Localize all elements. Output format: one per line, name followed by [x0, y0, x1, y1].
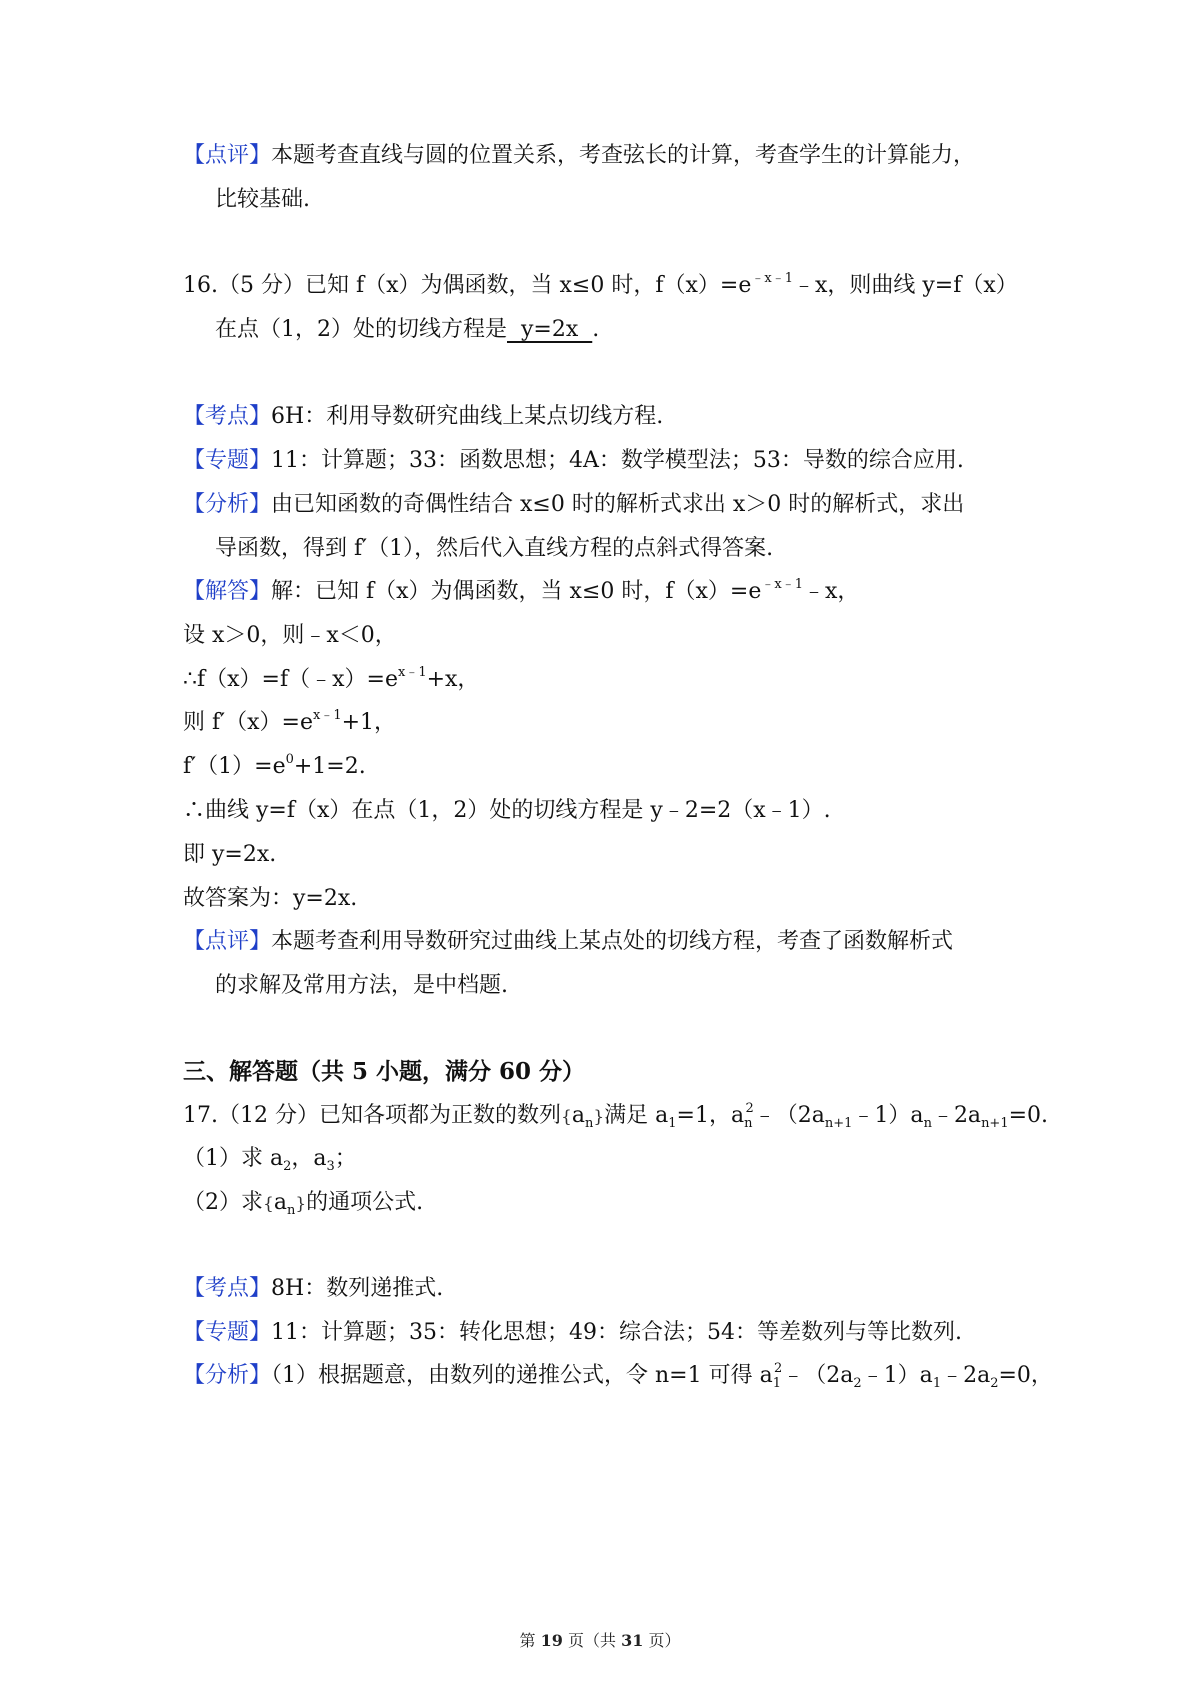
zhuanti-text: 11：计算题；33：函数思想；4A：数学模型法；53：导数的综合应用. — [271, 448, 964, 473]
kaodian-text: 6H：利用导数研究曲线上某点切线方程. — [271, 404, 664, 429]
fenxi-text: ﹣2a — [941, 1363, 991, 1388]
brace: } — [593, 1107, 605, 1127]
fenxi-line — [183, 1361, 1053, 1394]
tag-zhuanti: 【专题】 — [183, 1320, 272, 1345]
brace: } — [295, 1194, 307, 1214]
question-text: 16.（5 分）已知 f（x）为偶函数，当 x≤0 时，f（x）=e — [183, 273, 752, 298]
dianping-line — [183, 927, 953, 957]
question-text: ﹣x，则曲线 y=f（x） — [792, 273, 1018, 298]
question-text: 在点（1，2）处的切线方程是 — [215, 317, 507, 342]
question-16-line2 — [215, 315, 599, 345]
fenxi-text: ﹣1）a — [861, 1363, 933, 1388]
subscript: 1 — [668, 1116, 677, 1131]
jieda-text: 解：已知 f（x）为偶函数，当 x≤0 时，f（x）=e — [271, 579, 762, 604]
subscript: n+1 — [981, 1116, 1009, 1131]
solution-step — [183, 752, 366, 785]
fenxi-text: 由已知函数的奇偶性结合 x≤0 时的解析式求出 x＞0 时的解析式，求出 — [271, 492, 965, 517]
step-text: +1=2. — [293, 754, 366, 779]
exponent: x﹣1 — [313, 708, 342, 723]
solution-step — [183, 884, 357, 914]
kaodian-line — [183, 1274, 443, 1304]
question-text: ﹣1）a — [852, 1103, 924, 1128]
brace: { — [560, 1107, 572, 1127]
subscript: 2 — [853, 1376, 862, 1391]
subscript: 2 — [990, 1376, 999, 1391]
question-text: 的通项公式. — [306, 1190, 424, 1215]
question-text: ； — [334, 1146, 357, 1171]
zhuanti-text: 11：计算题；35：转化思想；49：综合法；54：等差数列与等比数列. — [271, 1320, 962, 1345]
subscript: n — [744, 1116, 753, 1131]
tag-kaodian: 【考点】 — [183, 404, 272, 429]
comment-line — [215, 185, 310, 215]
fenxi-text: =0， — [998, 1363, 1053, 1388]
fenxi-text: ﹣（2a — [782, 1363, 854, 1388]
exponent: ﹣x﹣1 — [761, 577, 803, 592]
step-text: 即 y=2x. — [183, 842, 277, 867]
page-number: 19 — [540, 1631, 563, 1650]
answer-blank: y=2x — [507, 317, 593, 342]
step-text: ∴曲线 y=f（x）在点（1，2）处的切线方程是 y﹣2=2（x﹣1）. — [183, 798, 831, 823]
question-text: ，a — [291, 1146, 327, 1171]
solution-step — [183, 665, 479, 698]
section-heading: 三、解答题（共 5 小题，满分 60 分） — [183, 1058, 586, 1085]
question-text: =1，a — [676, 1103, 745, 1128]
comment-text: 本题考查直线与圆的位置关系，考查弦长的计算，考查学生的计算能力， — [271, 143, 976, 168]
exponent: 0 — [285, 752, 294, 767]
step-text: 故答案为：y=2x. — [183, 886, 358, 911]
jieda-text: ﹣x， — [803, 579, 860, 604]
tag-fenxi: 【分析】 — [183, 1363, 272, 1388]
step-text: 则 f′（x）=e — [183, 710, 313, 735]
question-text: （1）求 a — [183, 1146, 284, 1171]
step-text: +1， — [341, 710, 397, 735]
solution-step — [183, 796, 831, 826]
dianping-text: 的求解及常用方法，是中档题. — [215, 973, 508, 998]
question-17-part1 — [183, 1144, 357, 1177]
question-17 — [183, 1101, 1048, 1134]
footer-text: 页（共 — [562, 1631, 622, 1650]
subscript: n — [923, 1116, 932, 1131]
subscript: n — [584, 1116, 594, 1131]
subscript: 1 — [932, 1376, 942, 1391]
exponent: 2 — [745, 1101, 754, 1116]
question-text: . — [592, 317, 600, 342]
subscript: 1 — [772, 1376, 781, 1391]
subscript: n+1 — [824, 1116, 853, 1131]
question-text: =0. — [1008, 1103, 1049, 1128]
fenxi-line — [183, 490, 964, 520]
question-text: （2）求 — [183, 1190, 263, 1215]
dianping-text: 本题考查利用导数研究过曲线上某点处的切线方程，考查了函数解析式 — [271, 929, 954, 954]
sequence-a: a — [571, 1103, 585, 1128]
exponent: 2 — [774, 1361, 783, 1376]
subscript: 2 — [283, 1159, 292, 1174]
question-text: ﹣（2a — [753, 1103, 825, 1128]
footer-text: 第 — [519, 1631, 541, 1650]
question-text: 满足 a — [604, 1103, 669, 1128]
tag-fenxi: 【分析】 — [183, 492, 272, 517]
tag-zhuanti: 【专题】 — [183, 448, 272, 473]
solution-step — [183, 621, 397, 651]
fenxi-line2 — [215, 534, 773, 564]
subscript: n — [286, 1203, 296, 1218]
tag-dianping: 【点评】 — [183, 143, 272, 168]
footer-text: 页） — [643, 1631, 681, 1650]
exponent: x﹣1 — [397, 665, 427, 680]
fenxi-text: 导函数，得到 f′（1），然后代入直线方程的点斜式得答案. — [215, 536, 774, 561]
tag-kaodian: 【考点】 — [183, 1276, 272, 1301]
zhuanti-line — [183, 446, 964, 476]
exponent: ﹣x﹣1 — [751, 271, 793, 286]
comment-text: 比较基础. — [215, 187, 310, 212]
zhuanti-line — [183, 1318, 962, 1348]
total-pages: 31 — [621, 1631, 644, 1650]
question-text: 17.（12 分）已知各项都为正数的数列 — [183, 1103, 561, 1128]
kaodian-line — [183, 402, 663, 432]
step-text: f′（1）=e — [183, 754, 286, 779]
page-footer — [0, 1628, 1200, 1651]
tag-dianping: 【点评】 — [183, 929, 272, 954]
question-text: ﹣2a — [931, 1103, 982, 1128]
tag-jieda: 【解答】 — [183, 579, 272, 604]
kaodian-text: 8H：数列递推式. — [271, 1276, 444, 1301]
dianping-line2 — [215, 971, 508, 1001]
jieda-line — [183, 577, 859, 610]
question-17-part2 — [183, 1188, 423, 1221]
fenxi-text: （1）根据题意，由数列的递推公式，令 n=1 可得 a — [271, 1363, 773, 1388]
subscript: 3 — [326, 1159, 335, 1174]
brace: { — [263, 1194, 274, 1214]
solution-step — [183, 708, 396, 741]
step-text: ∴f（x）=f（﹣x）=e — [183, 667, 398, 692]
question-16 — [183, 271, 1018, 304]
step-text: +x， — [426, 667, 480, 692]
solution-step — [183, 840, 276, 870]
sequence-a: a — [273, 1190, 287, 1215]
comment-line — [183, 141, 975, 171]
step-text: 设 x＞0，则﹣x＜0， — [183, 623, 397, 648]
